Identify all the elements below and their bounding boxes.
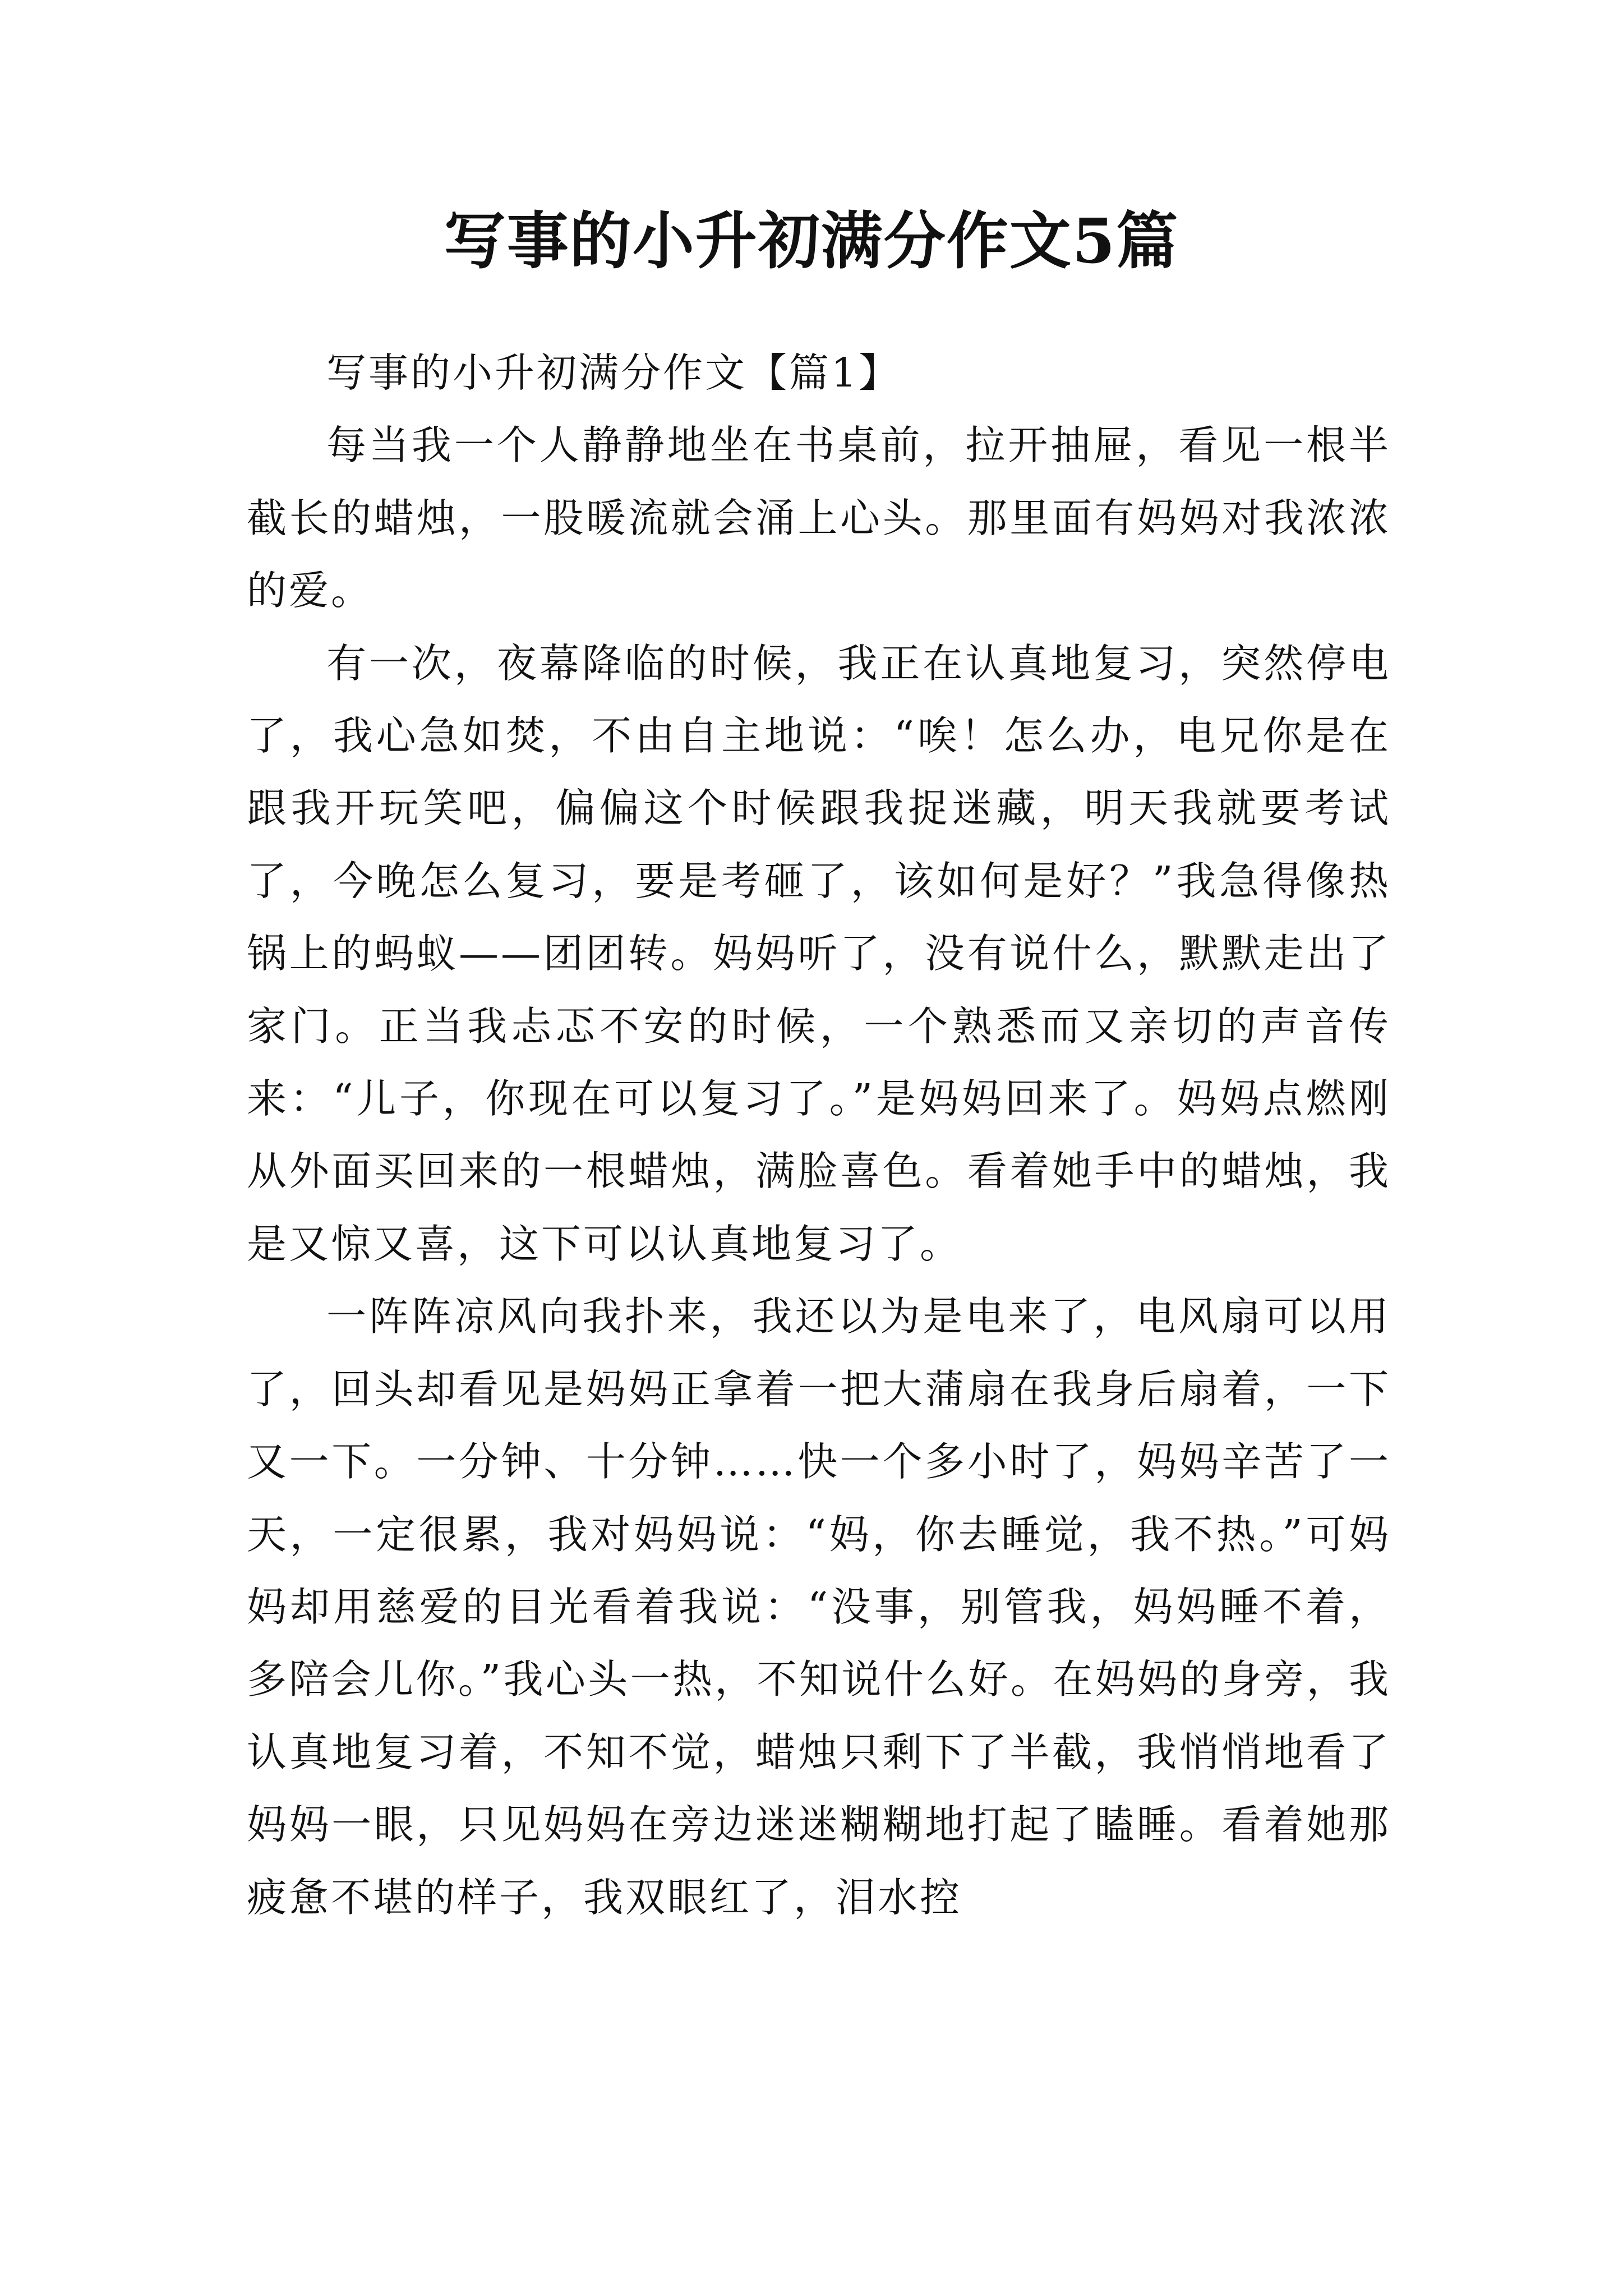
document-title: 写事的小升初满分作文5篇 (444, 205, 1179, 277)
section-heading: 写事的小升初满分作文【篇1】 (326, 349, 901, 396)
document-body (247, 337, 1391, 1934)
paragraph: 每当我一个人静静地坐在书桌前，拉开抽屉，看见一根半截长的蜡烛，一股暖流就会涌上心头。那里面有妈妈对我浓浓的爱。 (247, 422, 1391, 614)
paragraph: 有一次，夜幕降临的时候，我正在认真地复习，突然停电了，我心急如焚，不由自主地说：“唉！怎么办，电兄你是在跟我开玩笑吧，偏偏这个时候跟我捉迷藏，明天我就要考试了，今晚怎么复习，要是考砸了，该如何是好？”我急得像热锅上的蚂蚁——团团转。妈妈听了，没有说什么，默默走出了家门。正当我忐忑不安的时候，一个熟悉而又亲切的声音传来：“儿子，你现在可以复习了。”是妈妈回来了。妈妈点燃刚从外面买回来的一根蜡烛，满脸喜色。看着她手中的蜡烛，我是又惊又喜，这下可以认真地复习了。 (247, 639, 1391, 1267)
paragraph: 一阵阵凉风向我扑来，我还以为是电来了，电风扇可以用了，回头却看见是妈妈正拿着一把大蒲扇在我身后扇着，一下又一下。一分钟、十分钟……快一个多小时了，妈妈辛苦了一天，一定很累，我对妈妈说：“妈，你去睡觉，我不热。”可妈妈却用慈爱的目光看着我说：“没事，别管我，妈妈睡不着，多陪会儿你。”我心头一热，不知说什么好。在妈妈的身旁，我认真地复习着，不知不觉，蜡烛只剩下了半截，我悄悄地看了妈妈一眼，只见妈妈在旁边迷迷糊糊地打起了瞌睡。看着她那疲惫不堪的样子，我双眼红了，泪水控 (247, 1293, 1391, 1921)
